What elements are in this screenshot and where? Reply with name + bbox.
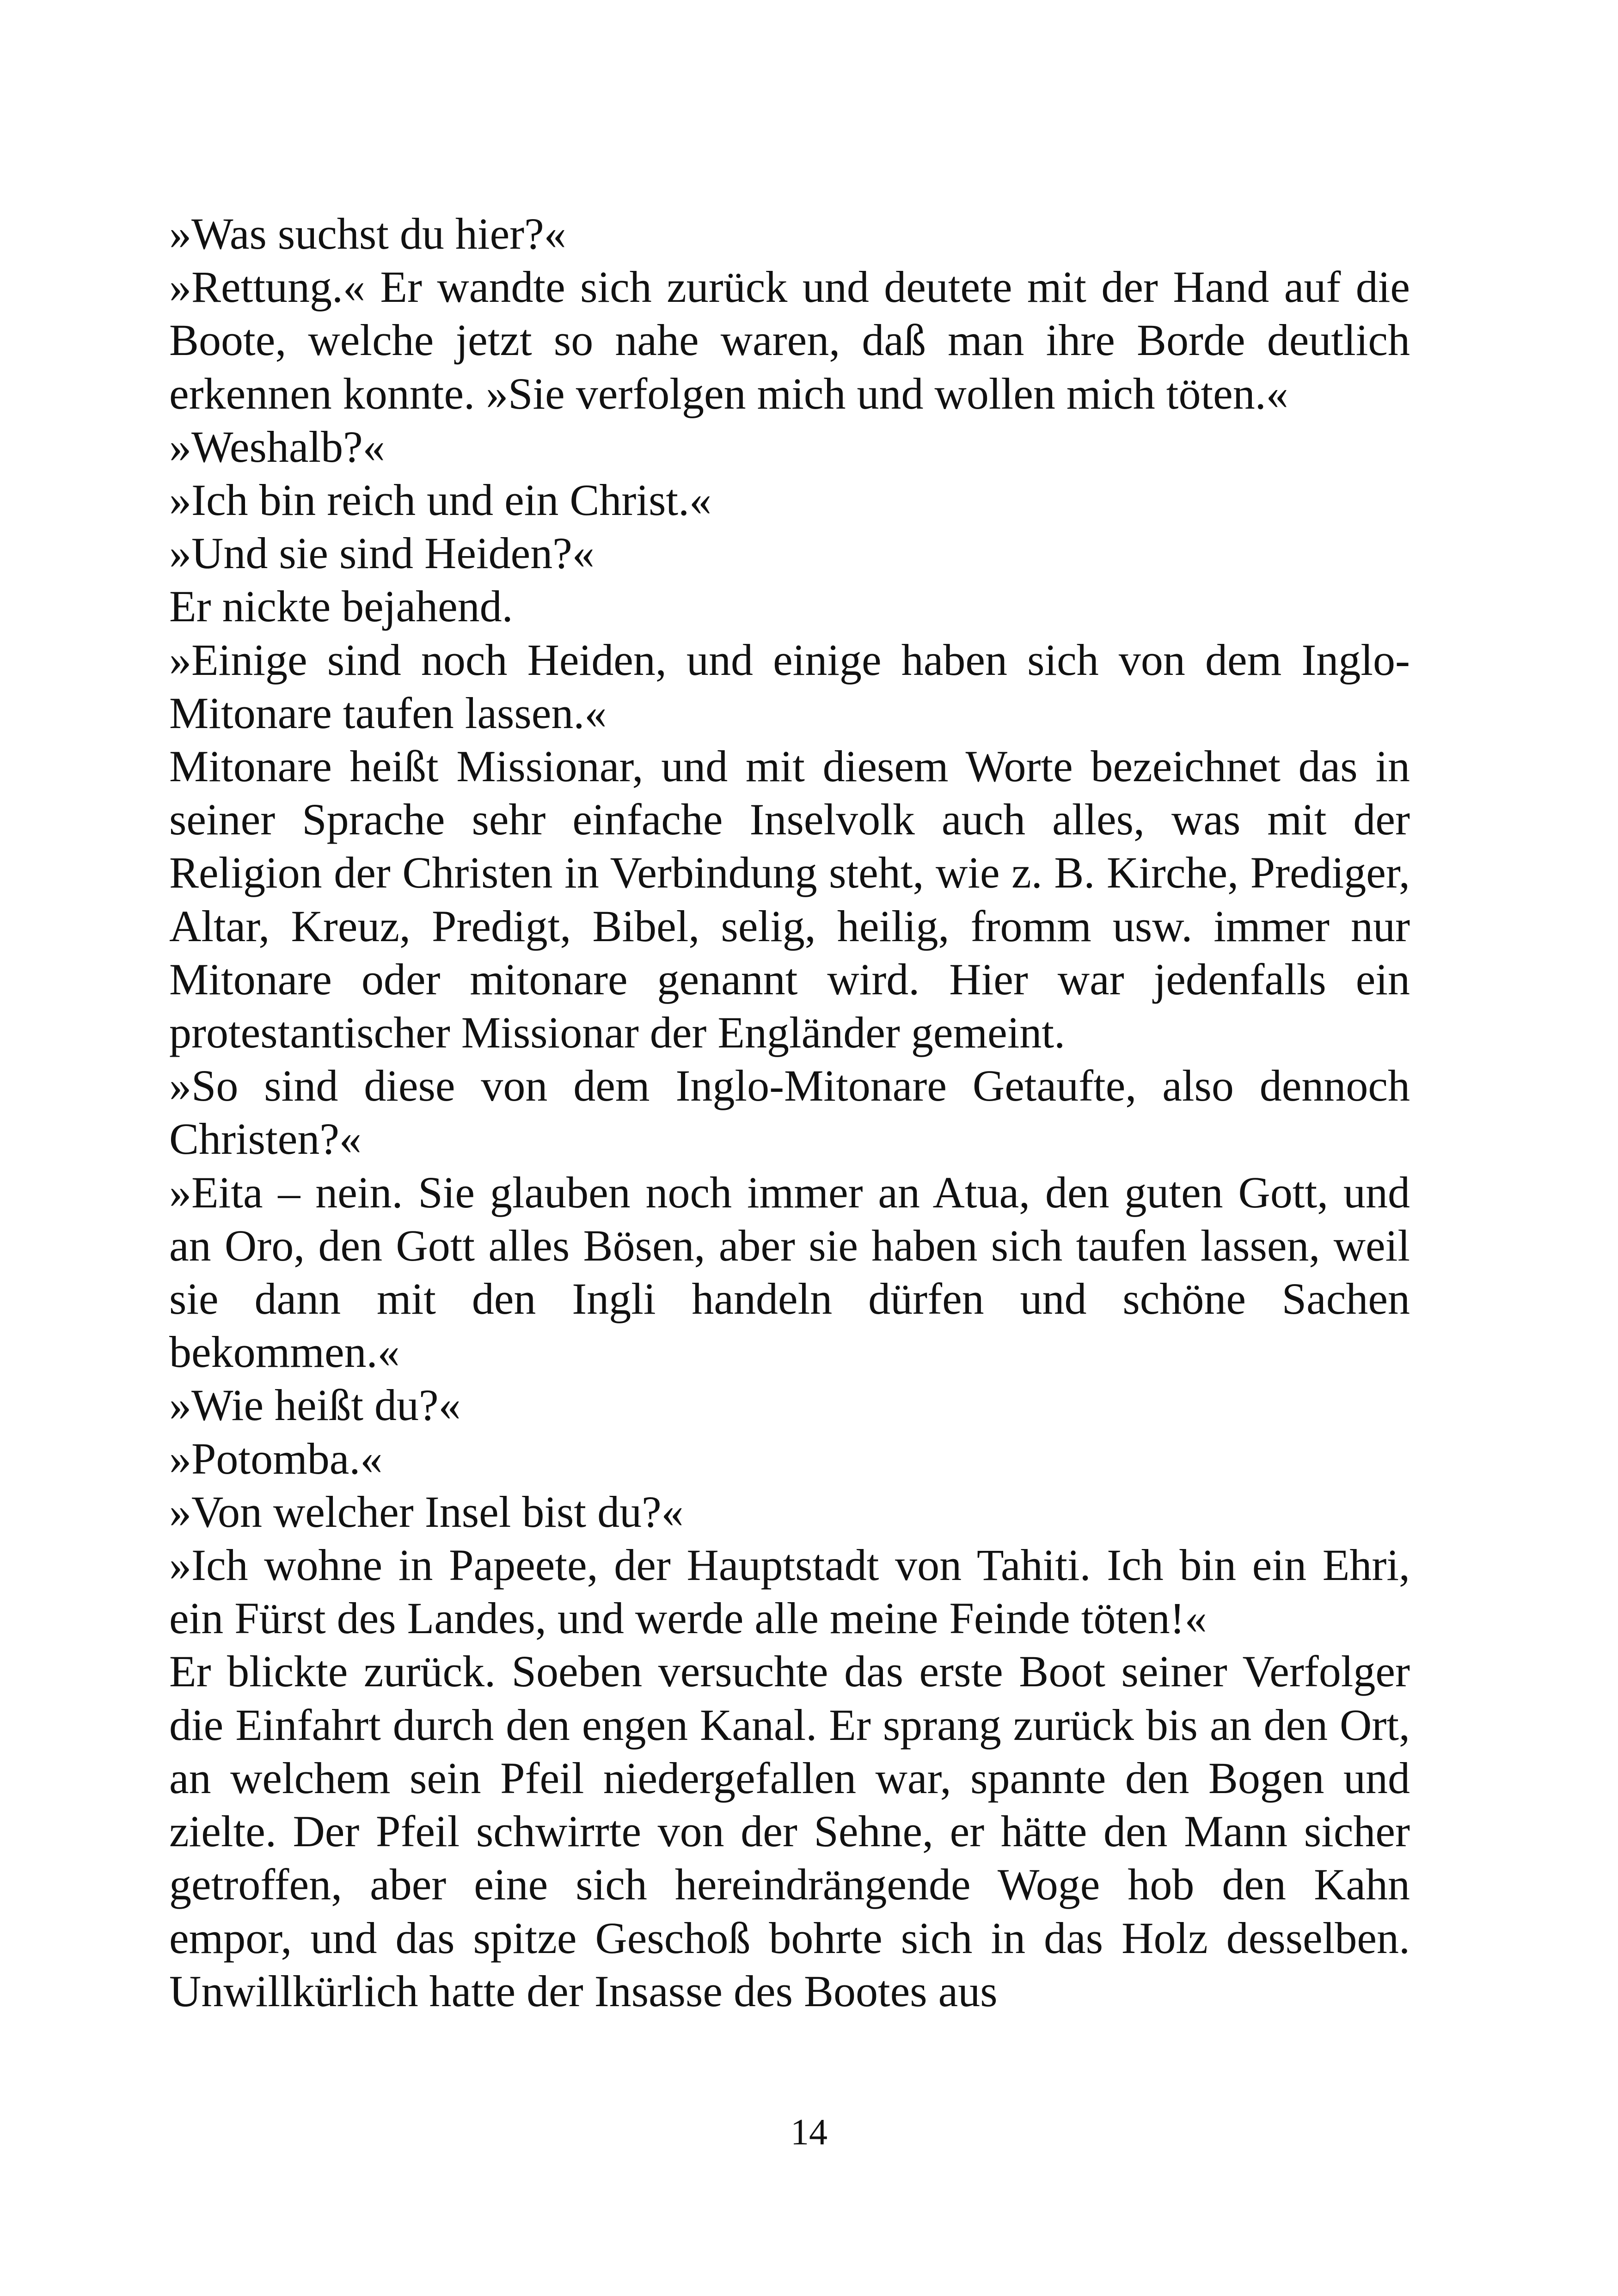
paragraph: »Ich bin reich und ein Christ.«	[169, 475, 712, 525]
paragraph: Er nickte bejahend.	[169, 582, 513, 631]
body-text	[169, 207, 1410, 2018]
paragraph: »Eita – nein. Sie glauben noch immer an Atua, den guten Gott, und an Oro, den Gott alles Bösen, aber sie haben sich taufen lassen, weil sie dann mit den Ingli handeln dürfen und schöne Sachen bekommen.«	[169, 1167, 1410, 1377]
paragraph: »Einige sind noch Heiden, und einige haben sich von dem Inglo-Mitonare taufen lassen.«	[169, 635, 1410, 738]
paragraph: »Und sie sind Heiden?«	[169, 528, 594, 578]
paragraph: »So sind diese von dem Inglo-Mitonare Getaufte, also dennoch Christen?«	[169, 1061, 1410, 1164]
paragraph: »Potomba.«	[169, 1433, 383, 1483]
page-number: 14	[791, 2112, 827, 2153]
paragraph: »Ich wohne in Papeete, der Hauptstadt von Tahiti. Ich bin ein Ehri, ein Fürst des Landes, und werde alle meine Feinde töten!«	[169, 1540, 1410, 1643]
paragraph: Mitonare heißt Missionar, und mit diesem Worte bezeichnet das in seiner Sprache sehr einfache Inselvolk auch alles, was mit der Religion der Christen in Verbindung steht, wie z. B. Kirche, Prediger, Altar, Kreuz, Predigt, Bibel, selig, heilig, fromm usw. immer nur Mitonare oder mitonare genannt wird. Hier war jedenfalls ein protestantischer Missionar der Engländer gemeint.	[169, 741, 1410, 1058]
paragraph: »Wie heißt du?«	[169, 1380, 461, 1430]
paragraph: »Rettung.« Er wandte sich zurück und deutete mit der Hand auf die Boote, welche jetzt so nahe waren, daß man ihre Borde deutlich erkennen konnte. »Sie verfolgen mich und wollen mich töten.«	[169, 262, 1410, 418]
paragraph: Er blickte zurück. Soeben versuchte das erste Boot seiner Verfolger die Einfahrt durch den engen Kanal. Er sprang zurück bis an den Ort, an welchem sein Pfeil niedergefallen war, spannte den Bogen und zielte. Der Pfeil schwirrte von der Sehne, er hätte den Mann sicher getroffen, aber eine sich hereindrängende Woge hob den Kahn empor, und das spitze Geschoß bohrte sich in das Holz desselben. Unwillkürlich hatte der Insasse des Bootes aus	[169, 1647, 1410, 2016]
paragraph: »Was suchst du hier?«	[169, 209, 566, 258]
paragraph: »Weshalb?«	[169, 422, 385, 471]
paragraph: »Von welcher Insel bist du?«	[169, 1487, 684, 1537]
